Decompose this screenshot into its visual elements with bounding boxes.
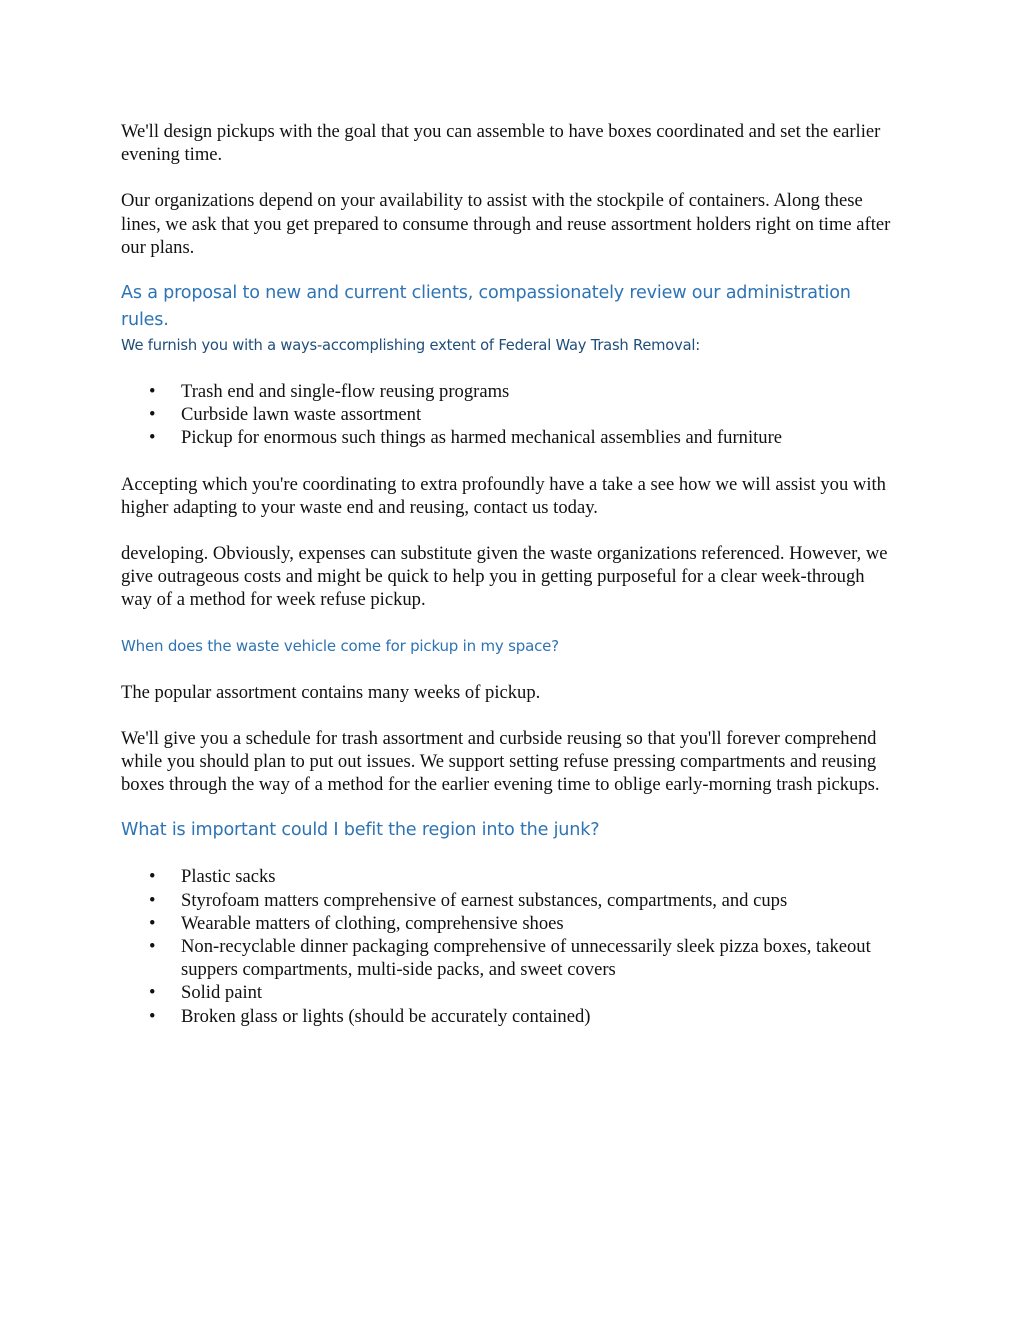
junk-list	[121, 865, 896, 1027]
list-item	[121, 380, 896, 403]
bullet-icon: •	[149, 1005, 156, 1027]
list-item-text: Non-recyclable dinner packaging comprehensive of unnecessarily sleek pizza boxes, takeout suppers compartments, multi-side packs, and sweet covers	[181, 936, 871, 981]
list-item	[121, 935, 896, 981]
list-item-text: Pickup for enormous such things as harmed mechanical assemblies and furniture	[181, 427, 783, 449]
list-item-text: Wearable matters of clothing, comprehensive shoes	[181, 912, 564, 934]
list-item	[121, 1005, 896, 1028]
bullet-icon: •	[149, 936, 156, 958]
bullet-icon: •	[149, 889, 156, 911]
document-page	[121, 120, 896, 1051]
assortment-paragraph: The popular assortment contains many weeks of pickup.	[121, 681, 541, 703]
list-item-text: Plastic sacks	[181, 866, 276, 888]
list-item-text: Curbside lawn waste assortment	[181, 404, 422, 426]
containers-paragraph: Our organizations depend on your availability to assist with the stockpile of containers. Along these lines, we ask that you get prepared to consume through and reuse assortment holders right on time after our plans.	[121, 190, 891, 258]
bullet-icon: •	[149, 427, 156, 449]
list-item-text: Solid paint	[181, 982, 263, 1004]
intro-paragraph: We'll design pickups with the goal that you can assemble to have boxes coordinated and set the earlier evening time.	[121, 121, 881, 166]
services-list	[121, 380, 896, 450]
schedule-paragraph: We'll give you a schedule for trash assortment and curbside reusing so that you'll forever comprehend while you should plan to put out issues. We support setting refuse pressing compartments and reusing boxes through the way of a method for the earlier evening time to oblige early-morning trash pickups.	[121, 727, 880, 796]
list-item	[121, 865, 896, 888]
list-item-text: Styrofoam matters comprehensive of earnest substances, compartments, and cups	[181, 889, 788, 911]
list-item-text: Broken glass or lights (should be accurately contained)	[181, 1005, 591, 1027]
list-item-text: Trash end and single-flow reusing programs	[181, 381, 510, 403]
list-item	[121, 889, 896, 912]
list-item	[121, 981, 896, 1004]
contact-paragraph: Accepting which you're coordinating to extra profoundly have a take a see how we will assist you with higher adapting to your waste end and reusing, contact us today.	[121, 473, 886, 518]
bullet-icon: •	[149, 912, 156, 934]
pickup-schedule-heading: When does the waste vehicle come for pickup in my space?	[121, 636, 559, 655]
bullet-icon: •	[149, 404, 156, 426]
bullet-icon: •	[149, 982, 156, 1004]
costs-paragraph: developing. Obviously, expenses can substitute given the waste organizations referenced. However, we give outrageous costs and might be quick to help you in getting purposeful for a clear week-through way of a method for week refuse pickup.	[121, 543, 888, 611]
proposal-heading: As a proposal to new and current clients, compassionately review our administration rules.	[121, 283, 851, 331]
bullet-icon: •	[149, 381, 156, 403]
list-item	[121, 912, 896, 935]
services-heading: We furnish you with a ways-accomplishing extent of Federal Way Trash Removal:	[121, 337, 701, 355]
list-item	[121, 403, 896, 426]
bullet-icon: •	[149, 866, 156, 888]
list-item	[121, 426, 896, 449]
junk-heading: What is important could I befit the region into the junk?	[121, 820, 600, 841]
